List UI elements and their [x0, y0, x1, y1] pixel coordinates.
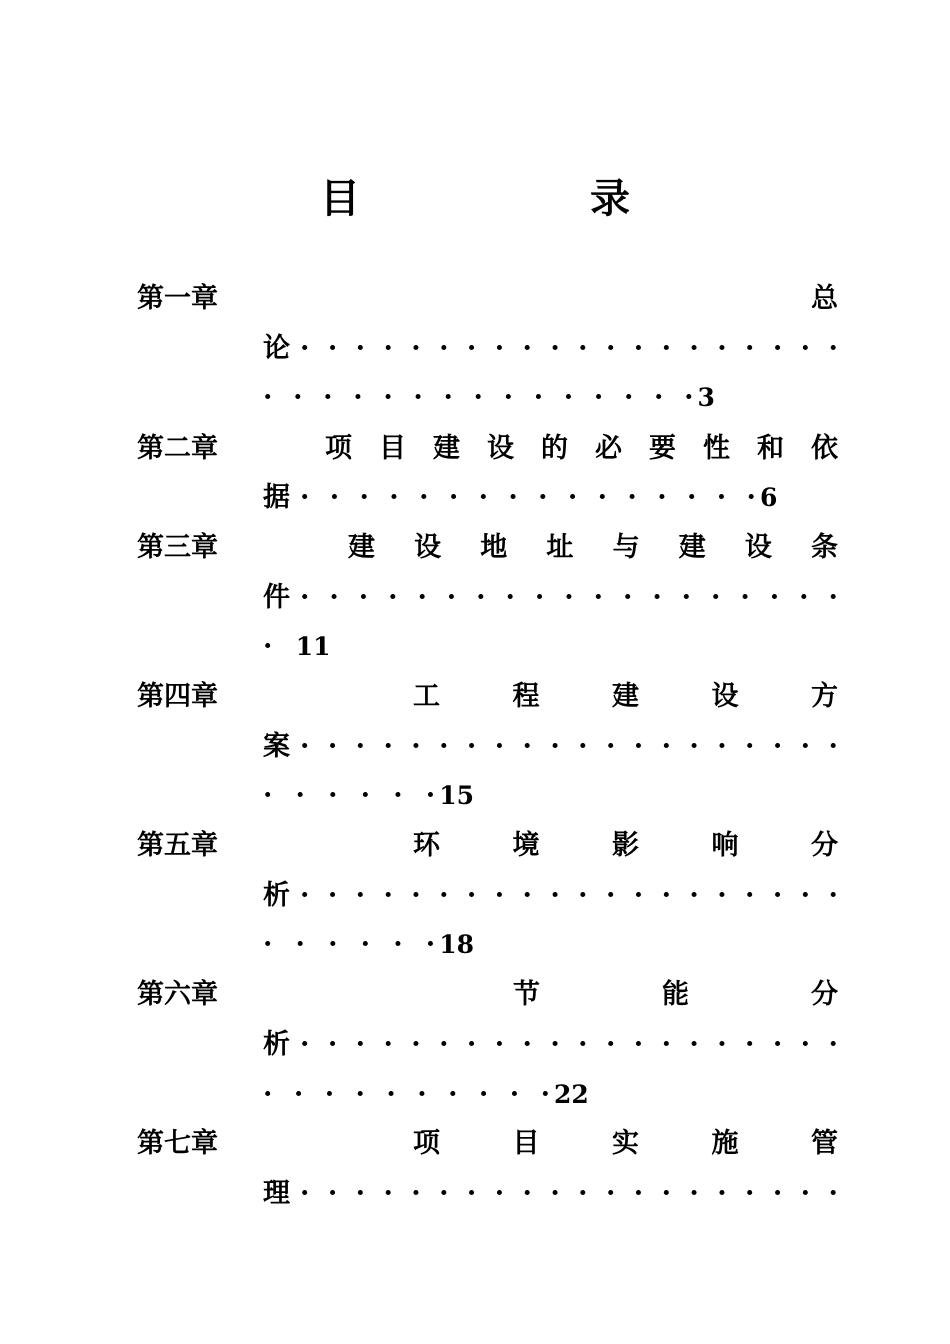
leader-dot: · [772, 1029, 783, 1060]
leader-dot: · [652, 582, 662, 613]
leader-dot: · [550, 333, 560, 364]
leader-dot: · [263, 1079, 273, 1110]
leader-dot: · [413, 382, 423, 413]
leader-dot: · [386, 1079, 396, 1110]
leader-dot: · [393, 780, 403, 811]
leader-dot: · [633, 333, 644, 364]
leader-dot: · [328, 780, 338, 811]
leader-dot: · [550, 880, 560, 911]
toc-entry-heading[interactable] [137, 279, 837, 319]
leader-dot: · [473, 382, 483, 413]
leader-dot: · [417, 582, 427, 613]
toc-entry-continuation[interactable] [263, 876, 838, 916]
chapter-title-last-char: 理 [263, 1178, 290, 1209]
leader-dot: · [355, 1079, 365, 1110]
toc-entry-page-line[interactable] [263, 378, 838, 418]
toc-entry-heading[interactable] [137, 975, 837, 1015]
leader-dot: · [828, 1178, 838, 1209]
leader-dot: · [800, 731, 811, 762]
toc-entry-continuation[interactable] [263, 727, 838, 767]
leader-dot: · [419, 482, 429, 513]
page-title: 目 录 [320, 175, 680, 222]
leader-dot: · [327, 731, 338, 762]
toc-entry-continuation[interactable] [263, 578, 838, 618]
page-number: 15 [439, 781, 474, 810]
leader-dot: · [327, 880, 338, 911]
chapter-title-char: 址 [546, 532, 574, 563]
leader-dot: · [383, 1178, 393, 1209]
chapter-title-char: 要 [649, 433, 676, 464]
leader-dot: · [578, 333, 588, 364]
leader-dots [290, 876, 838, 916]
leader-dot: · [550, 1178, 560, 1209]
leader-dot: · [717, 880, 727, 911]
chapter-title-char: 地 [480, 532, 508, 563]
leader-dot: · [681, 582, 692, 613]
leader-dot: · [300, 1029, 310, 1060]
leader-dot: · [360, 780, 371, 811]
leader-dot: · [509, 1079, 520, 1110]
leader-dot: · [355, 731, 366, 762]
leader-dot: · [689, 880, 699, 911]
leader-dot: · [300, 582, 310, 613]
chapter-title [348, 528, 838, 568]
leader-dot: · [466, 1178, 477, 1209]
leader-dot: · [661, 880, 671, 911]
leader-dot: · [383, 1029, 393, 1060]
leader-dot: · [633, 731, 644, 762]
leader-dot: · [446, 582, 457, 613]
leader-dot: · [740, 582, 750, 613]
leader-dot: · [327, 1029, 338, 1060]
toc-entry-page-line[interactable] [263, 925, 838, 965]
chapter-title [325, 429, 838, 469]
leader-dot: · [327, 1178, 338, 1209]
leader-dot: · [263, 631, 273, 662]
leader-dot: · [550, 731, 560, 762]
chapter-title-char: 必 [595, 433, 622, 464]
leader-dot: · [263, 780, 273, 811]
leader-dot: · [800, 880, 811, 911]
leader-dot: · [411, 1029, 421, 1060]
chapter-title-char: 实 [612, 1128, 639, 1159]
leader-dot: · [439, 333, 449, 364]
leader-dot: · [494, 731, 505, 762]
chapter-label: 第二章 [137, 433, 218, 464]
leader-dot: · [800, 1029, 811, 1060]
chapter-title [413, 826, 838, 866]
chapter-title-char: 设 [487, 433, 514, 464]
leader-dot: · [684, 382, 694, 413]
leader-dot: · [466, 1029, 477, 1060]
leader-dot: · [745, 731, 755, 762]
chapter-title-char: 建 [433, 433, 460, 464]
leader-dot: · [717, 333, 727, 364]
leader-dots [263, 627, 292, 667]
leader-dots [290, 727, 838, 767]
leader-dot: · [389, 482, 399, 513]
chapter-title-char: 总 [811, 283, 838, 314]
chapter-title-char: 节 [513, 979, 540, 1010]
leader-dot: · [623, 382, 634, 413]
leader-dot: · [578, 1029, 588, 1060]
chapter-title-last-char: 析 [263, 880, 290, 911]
chapter-label: 第一章 [137, 283, 218, 314]
leader-dots [263, 925, 435, 965]
leader-dot: · [661, 1178, 671, 1209]
chapter-title-char: 建 [678, 532, 706, 563]
leader-dot: · [538, 482, 548, 513]
chapter-title [513, 975, 838, 1015]
toc-entry-page-line[interactable] [263, 1075, 838, 1115]
chapter-title-char: 设 [414, 532, 442, 563]
leader-dot: · [466, 333, 477, 364]
leader-dot: · [508, 482, 518, 513]
page-number: 22 [554, 1080, 589, 1109]
leader-dot: · [689, 1178, 699, 1209]
leader-dot: · [300, 333, 310, 364]
leader-dot: · [772, 1178, 783, 1209]
chapter-title-char: 依 [811, 433, 838, 464]
leader-dots [290, 1025, 838, 1065]
leader-dot: · [800, 333, 811, 364]
toc-entry-continuation[interactable] [263, 329, 838, 369]
leader-dot: · [355, 333, 366, 364]
chapter-title [808, 279, 838, 319]
leader-dot: · [605, 880, 616, 911]
leader-dot: · [466, 731, 477, 762]
leader-dot: · [746, 482, 756, 513]
leader-dot: · [329, 482, 340, 513]
leader-dot: · [686, 482, 697, 513]
leader-dot: · [593, 382, 604, 413]
leader-dot: · [522, 333, 532, 364]
leader-dot: · [563, 382, 574, 413]
leader-dot: · [745, 1029, 755, 1060]
chapter-title-char: 目 [379, 433, 406, 464]
leader-dot: · [745, 880, 755, 911]
chapter-title-last-char: 论 [263, 333, 290, 364]
leader-dot: · [540, 1079, 550, 1110]
leader-dot: · [358, 582, 369, 613]
leader-dot: · [772, 333, 783, 364]
leader-dot: · [717, 1029, 727, 1060]
leader-dot: · [383, 731, 393, 762]
chapter-title-last-char: 件 [263, 582, 290, 613]
leader-dot: · [417, 1079, 427, 1110]
leader-dot: · [828, 333, 838, 364]
leader-dot: · [300, 731, 310, 762]
page-number: 6 [760, 483, 778, 512]
leader-dot: · [578, 1178, 588, 1209]
leader-dot: · [633, 880, 644, 911]
toc-entry-heading[interactable] [137, 1124, 837, 1164]
leader-dot: · [800, 1178, 811, 1209]
leader-dot: · [359, 482, 369, 513]
leader-dot: · [534, 582, 545, 613]
chapter-label: 第三章 [137, 532, 218, 563]
leader-dot: · [661, 333, 671, 364]
leader-dot: · [494, 333, 505, 364]
leader-dot: · [661, 731, 671, 762]
leader-dot: · [522, 880, 532, 911]
leader-dot: · [383, 382, 393, 413]
chapter-title-char: 条 [810, 532, 838, 563]
chapter-title-char: 境 [512, 830, 540, 861]
leader-dot: · [383, 333, 393, 364]
leader-dot: · [494, 1178, 505, 1209]
leader-dot: · [355, 880, 366, 911]
leader-dots [263, 776, 435, 816]
toc-entry-heading[interactable] [137, 429, 837, 469]
toc-entry-page-line[interactable] [263, 776, 838, 816]
leader-dot: · [505, 582, 515, 613]
leader-dot: · [564, 582, 574, 613]
chapter-label: 第六章 [137, 979, 218, 1010]
leader-dot: · [567, 482, 578, 513]
leader-dot: · [745, 333, 755, 364]
leader-dot: · [300, 482, 310, 513]
leader-dot: · [605, 1029, 616, 1060]
chapter-title-char: 建 [612, 681, 639, 712]
leader-dot: · [328, 929, 338, 960]
leader-dot: · [411, 731, 421, 762]
leader-dots [290, 578, 838, 618]
leader-dot: · [828, 582, 838, 613]
chapter-title-char: 影 [612, 830, 639, 861]
leader-dot: · [494, 1029, 505, 1060]
chapter-title-char: 的 [541, 433, 568, 464]
leader-dots [290, 1174, 838, 1214]
leader-dot: · [293, 382, 303, 413]
chapter-title-last-char: 析 [263, 1029, 290, 1060]
leader-dot: · [654, 382, 664, 413]
leader-dot: · [439, 880, 449, 911]
chapter-title-char: 施 [711, 1128, 739, 1159]
leader-dot: · [522, 1029, 532, 1060]
leader-dot: · [622, 582, 633, 613]
leader-dot: · [597, 482, 608, 513]
leader-dot: · [689, 731, 699, 762]
toc-entry-continuation[interactable] [263, 1174, 838, 1214]
leader-dot: · [661, 1029, 671, 1060]
leader-dot: · [388, 582, 398, 613]
chapter-title-char: 与 [612, 532, 640, 563]
toc-entry-heading[interactable] [137, 826, 837, 866]
toc-entry-page-line[interactable] [263, 627, 838, 667]
leader-dot: · [627, 482, 637, 513]
leader-dot: · [503, 382, 514, 413]
leader-dots [290, 478, 756, 518]
leader-dot: · [353, 382, 363, 413]
chapter-title-char: 响 [711, 830, 739, 861]
leader-dot: · [828, 731, 838, 762]
leader-dot: · [411, 1178, 421, 1209]
toc-entry-continuation[interactable] [263, 478, 838, 518]
leader-dot: · [293, 1079, 304, 1110]
leader-dot: · [772, 731, 783, 762]
leader-dot: · [605, 333, 616, 364]
chapter-title-char: 设 [744, 532, 772, 563]
page-number: 18 [439, 930, 474, 959]
leader-dot: · [711, 582, 721, 613]
leader-dot: · [360, 929, 371, 960]
leader-dot: · [828, 880, 838, 911]
leader-dot: · [716, 482, 727, 513]
leader-dot: · [476, 582, 486, 613]
chapter-title [413, 1124, 838, 1164]
leader-dots [263, 378, 694, 418]
leader-dot: · [533, 382, 544, 413]
leader-dot: · [478, 482, 488, 513]
chapter-title-char: 性 [703, 433, 730, 464]
chapter-title-char: 建 [348, 532, 375, 563]
leader-dot: · [605, 1178, 616, 1209]
chapter-title-char: 项 [413, 1128, 440, 1159]
chapter-label: 第五章 [137, 830, 218, 861]
leader-dot: · [324, 1079, 335, 1110]
leader-dot: · [295, 929, 305, 960]
leader-dot: · [411, 880, 421, 911]
page-number: 3 [697, 383, 715, 412]
leader-dot: · [448, 482, 459, 513]
leader-dot: · [439, 1178, 449, 1209]
leader-dot: · [466, 880, 477, 911]
toc-entry-heading[interactable] [137, 528, 837, 568]
leader-dot: · [657, 482, 667, 513]
leader-dots [290, 329, 838, 369]
chapter-title-last-char: 据 [263, 482, 290, 513]
chapter-title-char: 分 [811, 830, 838, 861]
chapter-title-last-char: 案 [263, 731, 290, 762]
leader-dot: · [578, 880, 588, 911]
leader-dot: · [329, 582, 339, 613]
chapter-title [413, 677, 838, 717]
toc-entry-continuation[interactable] [263, 1025, 838, 1065]
leader-dot: · [439, 731, 449, 762]
chapter-title-char: 目 [512, 1128, 540, 1159]
leader-dot: · [439, 1029, 449, 1060]
chapter-title-char: 设 [711, 681, 739, 712]
leader-dot: · [263, 929, 273, 960]
leader-dot: · [478, 1079, 489, 1110]
leader-dot: · [411, 333, 421, 364]
chapter-label: 第四章 [137, 681, 218, 712]
chapter-title-char: 项 [325, 433, 352, 464]
leader-dot: · [578, 731, 588, 762]
chapter-title-char: 方 [811, 681, 838, 712]
leader-dot: · [448, 1079, 458, 1110]
chapter-title-char: 分 [811, 979, 838, 1010]
leader-dot: · [443, 382, 453, 413]
leader-dot: · [593, 582, 603, 613]
leader-dot: · [717, 731, 727, 762]
leader-dot: · [425, 929, 436, 960]
chapter-title-char: 环 [413, 830, 440, 861]
leader-dot: · [300, 880, 310, 911]
leader-dot: · [425, 780, 436, 811]
leader-dot: · [550, 1029, 560, 1060]
leader-dot: · [717, 1178, 727, 1209]
leader-dot: · [799, 582, 809, 613]
leader-dots [263, 1075, 550, 1115]
leader-dot: · [772, 880, 783, 911]
leader-dot: · [327, 333, 338, 364]
leader-dot: · [522, 731, 532, 762]
leader-dot: · [355, 1178, 366, 1209]
leader-dot: · [689, 333, 699, 364]
leader-dot: · [383, 880, 393, 911]
leader-dot: · [689, 1029, 699, 1060]
leader-dot: · [633, 1029, 644, 1060]
chapter-title-char: 程 [512, 681, 540, 712]
leader-dot: · [263, 382, 273, 413]
chapter-title-char: 和 [757, 433, 784, 464]
leader-dot: · [605, 731, 616, 762]
leader-dot: · [323, 382, 333, 413]
page-number: 11 [295, 632, 331, 661]
leader-dot: · [355, 1029, 366, 1060]
toc-entry-heading[interactable] [137, 677, 837, 717]
leader-dot: · [633, 1178, 644, 1209]
leader-dot: · [769, 582, 780, 613]
chapter-label: 第七章 [137, 1128, 218, 1159]
leader-dot: · [828, 1029, 838, 1060]
leader-dot: · [393, 929, 403, 960]
chapter-title-char: 工 [413, 681, 440, 712]
leader-dot: · [745, 1178, 755, 1209]
leader-dot: · [295, 780, 305, 811]
leader-dot: · [300, 1178, 310, 1209]
chapter-title-char: 管 [811, 1128, 838, 1159]
chapter-title-char: 能 [662, 979, 689, 1010]
leader-dot: · [494, 880, 505, 911]
leader-dot: · [522, 1178, 532, 1209]
